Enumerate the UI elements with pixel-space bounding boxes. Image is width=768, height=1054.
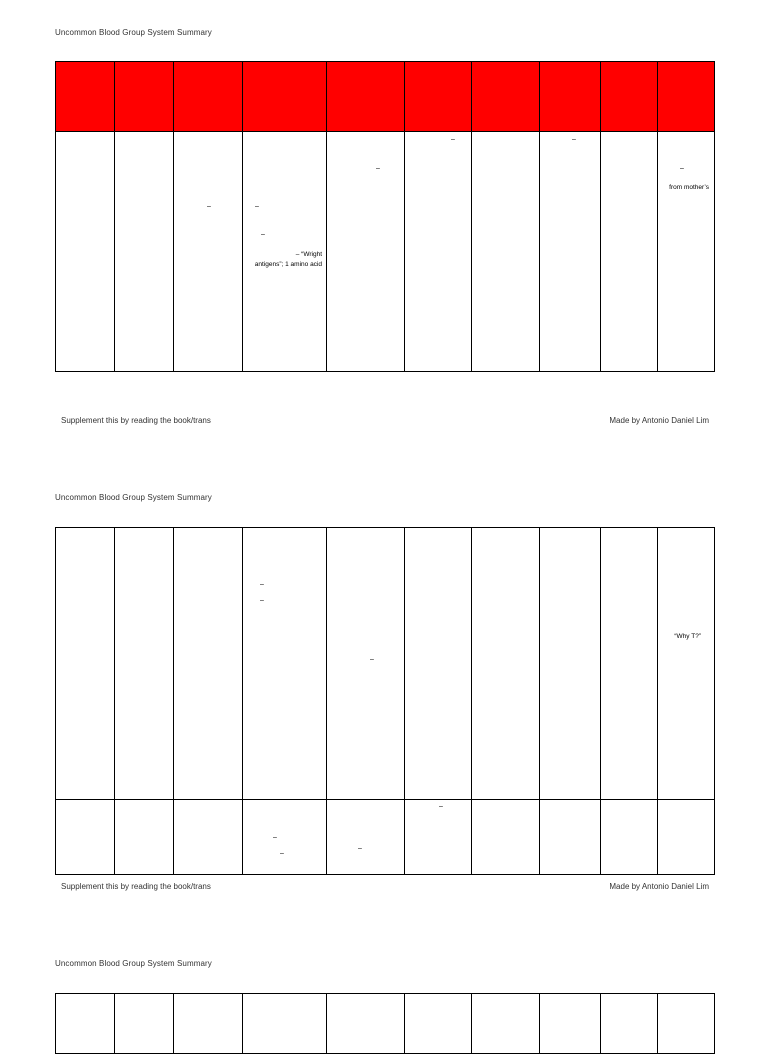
dash-mark: – xyxy=(261,231,265,238)
header-cell xyxy=(472,62,540,132)
table-cell xyxy=(56,528,115,800)
table-cell xyxy=(601,528,658,800)
table-cell xyxy=(540,800,601,875)
table-cell xyxy=(472,800,540,875)
table-cell xyxy=(115,132,174,372)
header-cell xyxy=(327,62,405,132)
dash-mark: – xyxy=(260,597,264,604)
footer-note: Supplement this by reading the book/trans xyxy=(61,416,211,425)
cell-note: “Why T?” xyxy=(674,633,701,640)
table-cell xyxy=(174,132,243,372)
table-cell xyxy=(56,800,115,875)
table-cell xyxy=(472,132,540,372)
table-row xyxy=(56,800,715,875)
table-cell xyxy=(601,800,658,875)
table-cell xyxy=(405,528,472,800)
dash-mark: – xyxy=(376,165,380,172)
table-cell xyxy=(243,528,327,800)
table-cell xyxy=(243,132,327,372)
table-cell xyxy=(658,800,715,875)
dash-mark: – xyxy=(370,656,374,663)
cell-note: from mother’s xyxy=(669,184,709,191)
header-cell xyxy=(601,62,658,132)
header-cell xyxy=(56,62,115,132)
table-cell xyxy=(601,132,658,372)
table-cell xyxy=(115,528,174,800)
table-cell xyxy=(174,800,243,875)
dash-mark: – xyxy=(451,136,455,143)
dash-mark: – xyxy=(680,165,684,172)
cell-note: antigens”; 1 amino acid xyxy=(254,261,322,268)
page-header: Uncommon Blood Group System Summary xyxy=(55,493,212,502)
table-cell xyxy=(115,800,174,875)
dash-mark: – xyxy=(280,850,284,857)
footer-author: Made by Antonio Daniel Lim xyxy=(609,416,709,425)
table-cell xyxy=(327,528,405,800)
dash-mark: – xyxy=(260,581,264,588)
table-cell xyxy=(405,800,472,875)
table-header-row xyxy=(56,62,715,132)
dash-mark: – xyxy=(572,136,576,143)
table-cell xyxy=(56,132,115,372)
header-cell xyxy=(243,62,327,132)
header-cell xyxy=(540,62,601,132)
dash-mark: – xyxy=(255,203,259,210)
page-header: Uncommon Blood Group System Summary xyxy=(55,28,212,37)
header-cell xyxy=(405,62,472,132)
dash-mark: – xyxy=(207,203,211,210)
page-header: Uncommon Blood Group System Summary xyxy=(55,959,212,968)
table-cell xyxy=(327,800,405,875)
table-cell xyxy=(472,528,540,800)
table-cell xyxy=(540,528,601,800)
table-row xyxy=(56,528,715,800)
table-cell xyxy=(327,132,405,372)
table-cell xyxy=(658,132,715,372)
table-cell xyxy=(540,132,601,372)
table-cell xyxy=(658,528,715,800)
blood-group-table xyxy=(55,527,715,875)
table-cell xyxy=(174,528,243,800)
dash-mark: – xyxy=(273,834,277,841)
footer-note: Supplement this by reading the book/trans xyxy=(61,882,211,891)
table-cell xyxy=(243,800,327,875)
header-cell xyxy=(658,62,715,132)
table-cell xyxy=(405,132,472,372)
header-cell xyxy=(174,62,243,132)
header-cell xyxy=(115,62,174,132)
dash-mark: – xyxy=(358,845,362,852)
blood-group-table xyxy=(55,61,715,372)
dash-mark: – xyxy=(439,803,443,810)
cell-note: – “Wright xyxy=(295,251,322,258)
footer-author: Made by Antonio Daniel Lim xyxy=(609,882,709,891)
table-row xyxy=(56,132,715,372)
